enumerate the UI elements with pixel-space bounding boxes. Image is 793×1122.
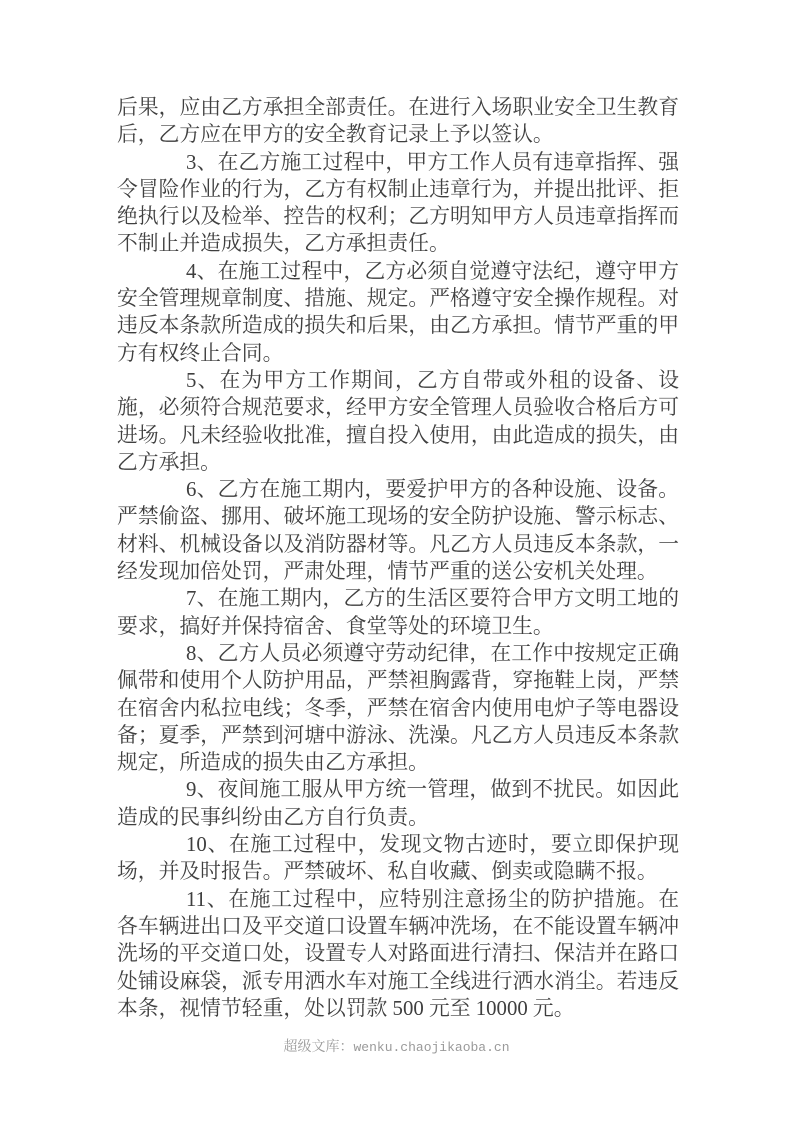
clause-11: 11、在施工过程中，应特别注意扬尘的防护措施。在各车辆进出口及平交道口设置车辆冲洗场，在不能设置车辆冲洗场的平交道口处，设置专人对路面进行清扫、保洁并在路口处铺设麻袋，派专用洒水车对施工全线进行洒水消尘。若违反本条，视情节轻重，处以罚款 500 元至 10000 元。 — [117, 887, 679, 1020]
clause-8: 8、乙方人员必须遵守劳动纪律，在工作中按规定正确佩带和使用个人防护用品，严禁袒胸露背，穿拖鞋上岗，严禁在宿舍内私拉电线；冬季，严禁在宿舍内使用电炉子等电器设备；夏季，严禁到河塘中游泳、洗澡。凡乙方人员违反本条款规定，所造成的损失由乙方承担。 — [117, 641, 679, 775]
clause-6: 6、乙方在施工期内，要爱护甲方的各种设施、设备。严禁偷盗、挪用、破坏施工现场的安全防护设施、警示标志、材料、机械设备以及消防器材等。凡乙方人员违反本条款，一经发现加倍处罚，严肃处理，情节严重的送公安机关处理。 — [117, 478, 679, 584]
watermark-site-name: 超级文库： — [283, 1040, 354, 1055]
clause-4: 4、在施工过程中，乙方必须自觉遵守法纪，遵守甲方安全管理规章制度、措施、规定。严格遵守安全操作规程。对违反本条款所造成的损失和后果，由乙方承担。情节严重的甲方有权终止合同。 — [117, 259, 679, 365]
clause-5: 5、在为甲方工作期间，乙方自带或外租的设备、设施，必须符合规范要求，经甲方安全管理人员验收合格后方可进场。凡未经验收批准，擅自投入使用，由此造成的损失，由乙方承担。 — [117, 368, 679, 474]
clause-10: 10、在施工过程中，发现文物古迹时，要立即保护现场，并及时报告。严禁破坏、私自收藏、倒卖或隐瞒不报。 — [117, 833, 679, 884]
clause-3: 3、在乙方施工过程中，甲方工作人员有违章指挥、强令冒险作业的行为，乙方有权制止违章行为，并提出批评、拒绝执行以及检举、控告的权利；乙方明知甲方人员违章指挥而不制止并造成损失，乙方承担责任。 — [117, 150, 679, 256]
document-body — [117, 94, 679, 1022]
watermark-footer — [0, 1039, 793, 1057]
paragraph-continuation: 后果，应由乙方承担全部责任。在进行入场职业安全卫生教育后，乙方应在甲方的安全教育记录上予以签认。 — [117, 96, 679, 147]
watermark-site-url: wenku.chaojikaoba.cn — [353, 1040, 510, 1055]
clause-9: 9、夜间施工服从甲方统一管理，做到不扰民。如因此造成的民事纠纷由乙方自行负责。 — [117, 778, 679, 829]
clause-7: 7、在施工期内，乙方的生活区要符合甲方文明工地的要求，搞好并保持宿舍、食堂等处的环境卫生。 — [117, 587, 679, 638]
